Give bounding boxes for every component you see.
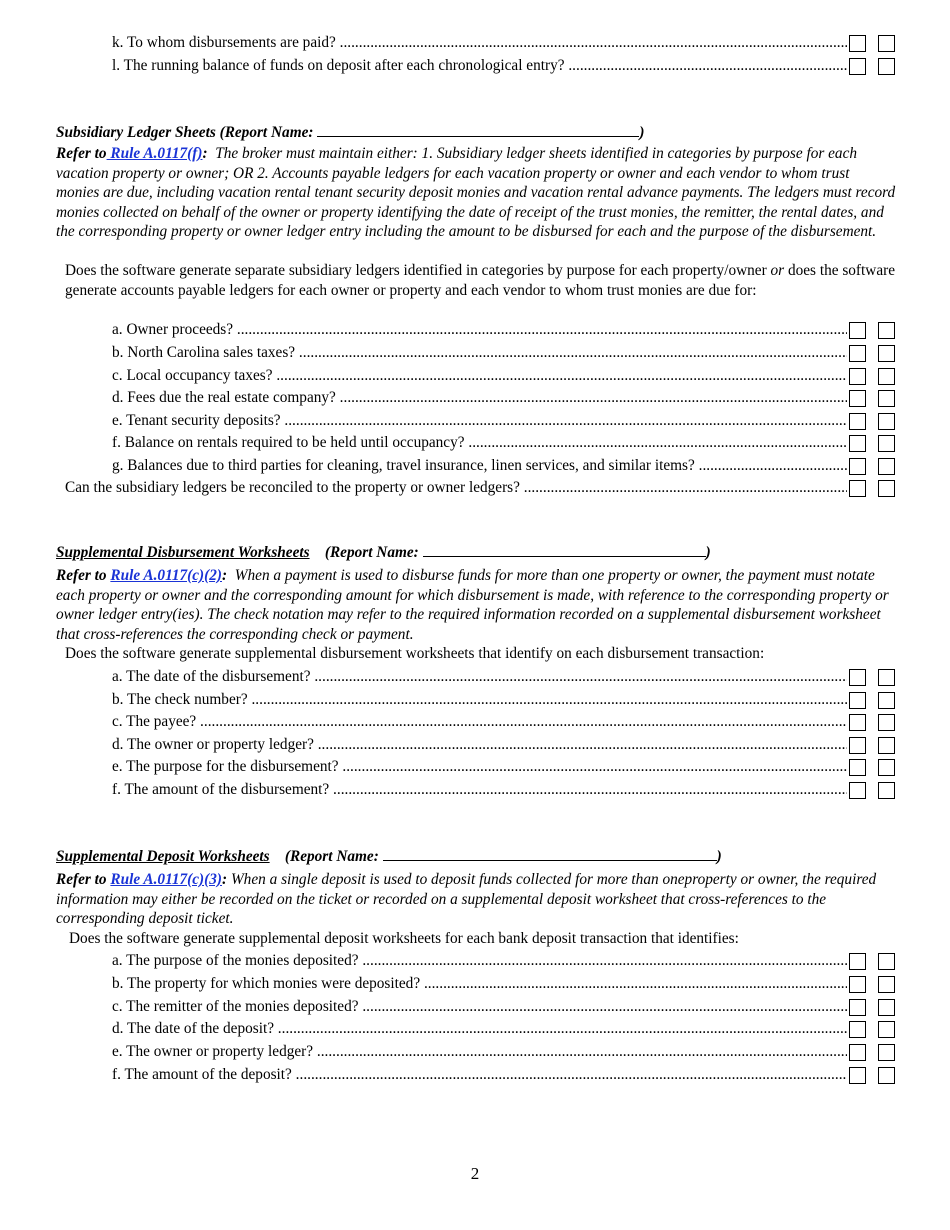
item-label: c. The payee? .....	[112, 711, 847, 733]
yes-checkbox[interactable]	[849, 999, 866, 1016]
item-label: l. The running balance of funds on deposit after each chronological entry? .....	[112, 55, 847, 77]
yes-checkbox[interactable]	[849, 782, 866, 799]
item-label: a. Owner proceeds? .....	[112, 319, 847, 341]
yes-checkbox[interactable]	[849, 413, 866, 430]
checklist-row	[0, 455, 950, 477]
checklist-row	[0, 950, 950, 972]
checklist-row	[0, 756, 950, 778]
yes-checkbox[interactable]	[849, 458, 866, 475]
yes-checkbox[interactable]	[849, 1044, 866, 1061]
item-label: b. The property for which monies were deposited? .....	[112, 973, 847, 995]
yes-checkbox[interactable]	[849, 322, 866, 339]
checklist-row	[0, 666, 950, 688]
no-checkbox[interactable]	[878, 999, 895, 1016]
no-checkbox[interactable]	[878, 345, 895, 362]
no-checkbox[interactable]	[878, 368, 895, 385]
item-label: e. The purpose for the disbursement? .....	[112, 756, 847, 778]
checklist-row	[0, 996, 950, 1018]
no-checkbox[interactable]	[878, 976, 895, 993]
report-name-blank[interactable]	[317, 122, 639, 137]
checklist-row	[0, 432, 950, 454]
section-heading-subsidiary: Subsidiary Ledger Sheets (Report Name: )	[56, 124, 645, 141]
rule-link[interactable]: Rule A.0117(f)	[106, 145, 203, 162]
item-label: e. The owner or property ledger? .....	[112, 1041, 847, 1063]
checklist-row	[0, 779, 950, 801]
item-label: d. Fees due the real estate company? .....	[112, 387, 847, 409]
item-label: d. The date of the deposit? .....	[112, 1018, 847, 1040]
yes-checkbox[interactable]	[849, 1067, 866, 1084]
yes-checkbox[interactable]	[849, 759, 866, 776]
section-heading-deposit: Supplemental Deposit Worksheets (Report Name: )	[56, 848, 722, 865]
item-label: c. The remitter of the monies deposited? .....	[112, 996, 847, 1018]
no-checkbox[interactable]	[878, 413, 895, 430]
rule-paragraph-deposit: Refer to Rule A.0117(c)(3): When a single deposit is used to deposit funds collected for more than oneproperty or owner, the required information may either be recorded on the ticket or recorded on a supplemental deposit worksheet that cross-references to the corresponding deposit ticket.	[56, 871, 877, 927]
yes-checkbox[interactable]	[849, 669, 866, 686]
yes-checkbox[interactable]	[849, 714, 866, 731]
checklist-row	[0, 387, 950, 409]
yes-checkbox[interactable]	[849, 976, 866, 993]
yes-checkbox[interactable]	[849, 737, 866, 754]
no-checkbox[interactable]	[878, 1021, 895, 1038]
yes-checkbox[interactable]	[849, 435, 866, 452]
checklist-row	[0, 55, 950, 77]
item-label: b. The check number? .....	[112, 689, 847, 711]
item-label: f. The amount of the disbursement? .....	[112, 779, 847, 801]
item-label: d. The owner or property ledger? .....	[112, 734, 847, 756]
yes-checkbox[interactable]	[849, 953, 866, 970]
no-checkbox[interactable]	[878, 1044, 895, 1061]
checklist-row	[0, 32, 950, 54]
checklist-row	[0, 319, 950, 341]
item-label: f. The amount of the deposit? .....	[112, 1064, 847, 1086]
no-checkbox[interactable]	[878, 782, 895, 799]
question-text: Does the software generate separate subsidiary ledgers identified in categories by purpose for each property/owner or does the software generate accounts payable ledgers for each owner or property and each vendor to whom trust monies are due for:	[65, 262, 895, 299]
checklist-row	[0, 1064, 950, 1086]
no-checkbox[interactable]	[878, 953, 895, 970]
yes-checkbox[interactable]	[849, 480, 866, 497]
item-label: g. Balances due to third parties for cleaning, travel insurance, linen services, and similar items? .....	[112, 455, 847, 477]
no-checkbox[interactable]	[878, 669, 895, 686]
item-label: c. Local occupancy taxes? .....	[112, 365, 847, 387]
checklist-row	[0, 734, 950, 756]
item-label: b. North Carolina sales taxes? .....	[112, 342, 847, 364]
checklist-row	[0, 711, 950, 733]
no-checkbox[interactable]	[878, 692, 895, 709]
yes-checkbox[interactable]	[849, 692, 866, 709]
rule-link[interactable]: Rule A.0117(c)(3)	[110, 871, 222, 888]
no-checkbox[interactable]	[878, 714, 895, 731]
checklist-row	[0, 689, 950, 711]
item-label: f. Balance on rentals required to be held until occupancy? .....	[112, 432, 847, 454]
no-checkbox[interactable]	[878, 390, 895, 407]
rule-paragraph-subsidiary: Refer to Rule A.0117(f): The broker must maintain either: 1. Subsidiary ledger sheets identified in categories by purpose for each vacation property or owner; OR 2. Accounts payable ledgers for each vacation property or owner and each vendor to whom trust monies are due, including vacation rental tenant security deposit monies and vacation rental advance payments. The ledgers must record monies collected on behalf of the owner or property identifying the date of receipt of the trust monies, the remitter, the rental dates, and the corresponding property or owner ledger entry including the amount to be disbursed for each and the purpose of the disbursement.	[56, 145, 896, 240]
no-checkbox[interactable]	[878, 1067, 895, 1084]
checklist-row	[0, 410, 950, 432]
yes-checkbox[interactable]	[849, 1021, 866, 1038]
item-label: a. The purpose of the monies deposited? .....	[112, 950, 847, 972]
rule-link[interactable]: Rule A.0117(c)(2)	[110, 567, 222, 584]
report-name-blank[interactable]	[383, 846, 717, 861]
question-text: Does the software generate supplemental disbursement worksheets that identify on each disbursement transaction:	[65, 645, 765, 662]
yes-checkbox[interactable]	[849, 345, 866, 362]
item-label: k. To whom disbursements are paid? .....	[112, 32, 847, 54]
yes-checkbox[interactable]	[849, 35, 866, 52]
checklist-row	[0, 1018, 950, 1040]
item-label: a. The date of the disbursement? .....	[112, 666, 847, 688]
question-text: Does the software generate supplemental deposit worksheets for each bank deposit transaction that identifies:	[69, 930, 739, 947]
checklist-row	[0, 973, 950, 995]
no-checkbox[interactable]	[878, 58, 895, 75]
yes-checkbox[interactable]	[849, 368, 866, 385]
no-checkbox[interactable]	[878, 737, 895, 754]
checklist-row	[0, 342, 950, 364]
page-number: 2	[470, 1164, 480, 1183]
report-name-blank[interactable]	[423, 542, 706, 557]
no-checkbox[interactable]	[878, 435, 895, 452]
no-checkbox[interactable]	[878, 322, 895, 339]
no-checkbox[interactable]	[878, 458, 895, 475]
section-heading-disbursement: Supplemental Disbursement Worksheets (Report Name: )	[56, 544, 711, 561]
item-label: e. Tenant security deposits? .....	[112, 410, 847, 432]
checklist-row	[0, 1041, 950, 1063]
no-checkbox[interactable]	[878, 480, 895, 497]
yes-checkbox[interactable]	[849, 58, 866, 75]
yes-checkbox[interactable]	[849, 390, 866, 407]
rule-paragraph-disbursement: Refer to Rule A.0117(c)(2): When a payment is used to disburse funds for more than one property or owner, the payment must notate each property or owner and the corresponding amount for which disbursement is made, with reference to the corresponding property or owner ledger entry(ies). The check notation may refer to the required information recorded on a supplemental disbursement worksheet that cross-references the corresponding check or payment.	[56, 567, 889, 643]
no-checkbox[interactable]	[878, 759, 895, 776]
no-checkbox[interactable]	[878, 35, 895, 52]
checklist-row	[0, 477, 950, 499]
checklist-row	[0, 365, 950, 387]
item-label: Can the subsidiary ledgers be reconciled to the property or owner ledgers? .....	[65, 477, 847, 499]
